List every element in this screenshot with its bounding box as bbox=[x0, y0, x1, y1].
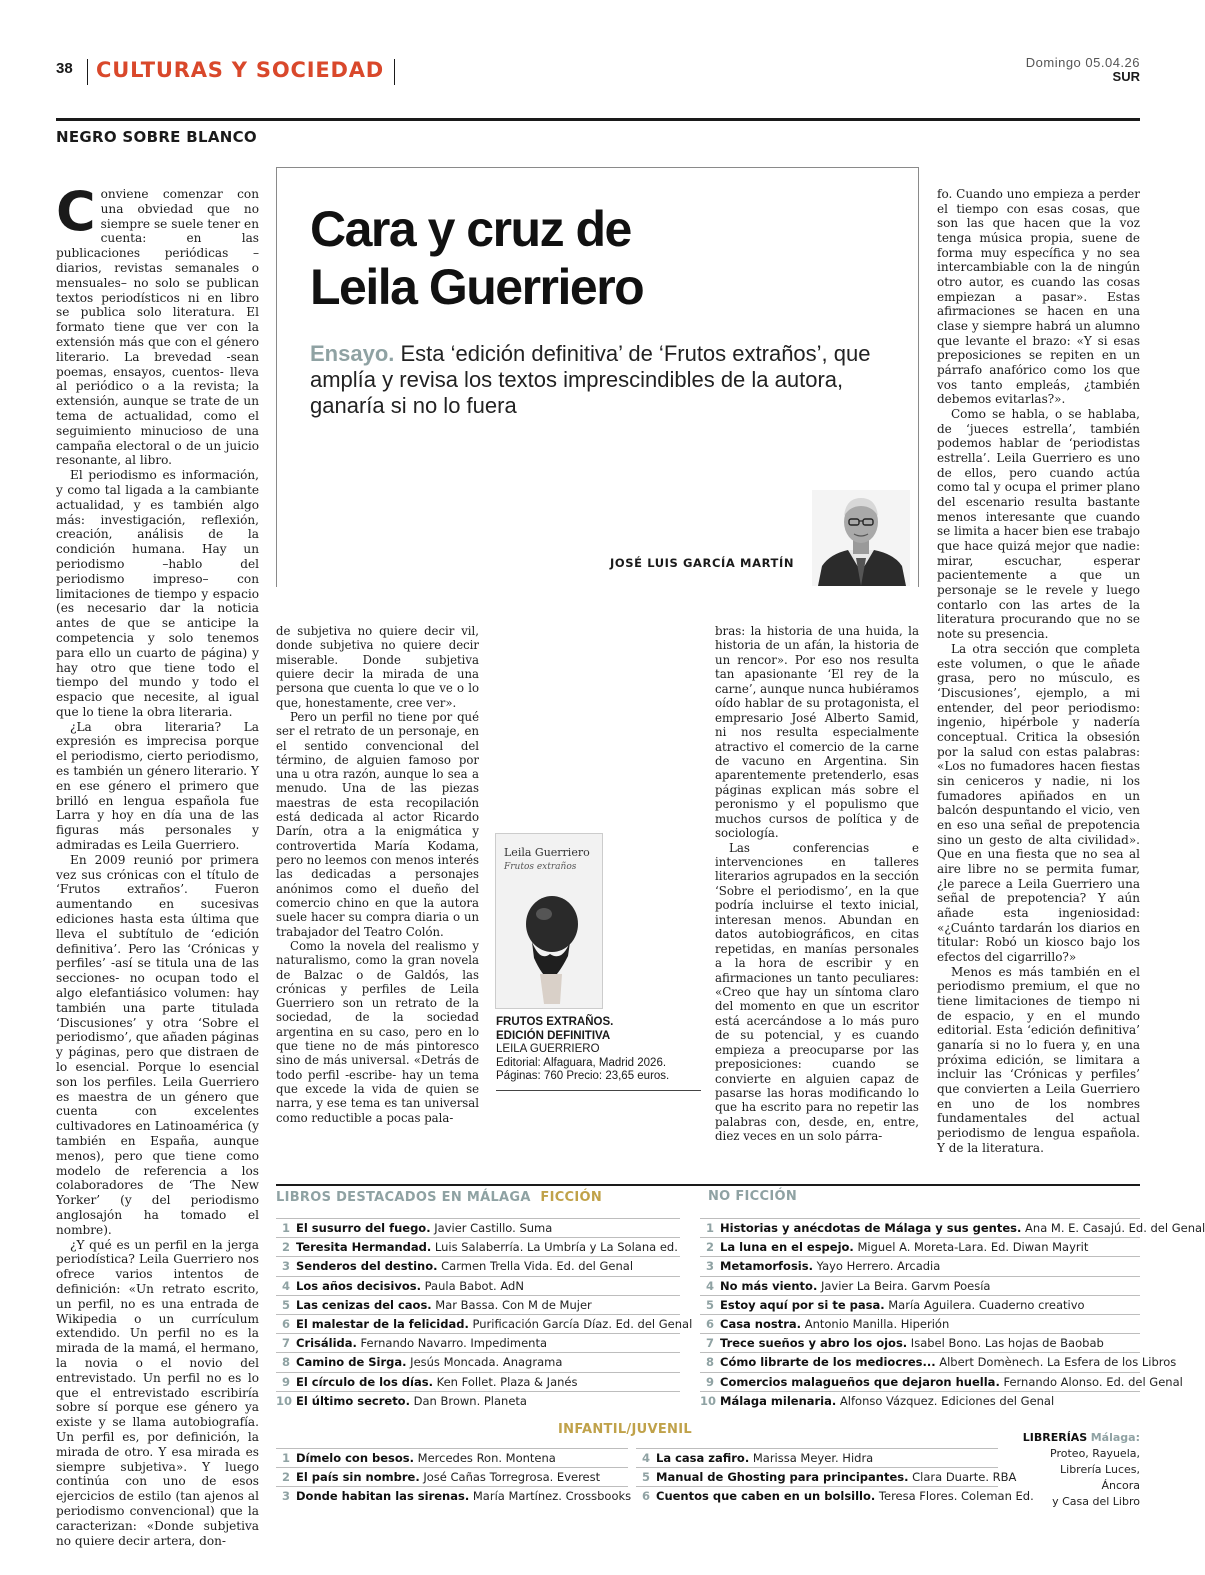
bookshop-line: Librería Luces, Áncora bbox=[1060, 1463, 1140, 1492]
book-title: FRUTOS EXTRAÑOS. bbox=[496, 1016, 614, 1028]
list-item bbox=[276, 1276, 680, 1295]
section-title: CULTURAS Y SOCIEDAD bbox=[96, 58, 384, 82]
book-title: Trece sueños y abro los ojos. bbox=[720, 1336, 908, 1351]
rank-number: 5 bbox=[641, 1470, 650, 1485]
rank-number: 2 bbox=[281, 1240, 290, 1255]
paragraph: fo. Cuando uno empieza a perder el tiempo con esas cosas, que son las que hacen que la voz tenga música propia, suene de forma muy específica y no sea intercambiable con la de ningún otro autor, es cuando las cosas empiezan a pasar». Estas afirmaciones se hacen en una clase y siempre habrá un alumno que levante el brazo: «Y si esas preposiciones se repiten en un párrafo anafórico como los que vos tanto empleás, ¿también debemos evitarlas?». bbox=[937, 187, 1140, 407]
book-meta: Albert Domènech. La Esfera de los Libros bbox=[935, 1355, 1177, 1370]
book-cover-author: Leila Guerriero bbox=[504, 846, 590, 859]
header-rule bbox=[56, 118, 1140, 121]
bookshop-line: y Casa del Libro bbox=[1052, 1495, 1140, 1508]
issue-date: Domingo 05.04.26 bbox=[1025, 55, 1140, 70]
nonfiction-heading: NO FICCIÓN bbox=[708, 1189, 798, 1204]
book-cover-title: Frutos extraños bbox=[504, 862, 577, 872]
author-portrait-icon bbox=[812, 490, 910, 586]
book-meta: Luis Salaberría. La Umbría y La Solana ed. bbox=[431, 1240, 678, 1255]
headline-line-2: Leila Guerriero bbox=[310, 259, 644, 315]
book-meta: Ken Follet. Plaza & Janés bbox=[432, 1374, 578, 1389]
list-item bbox=[700, 1352, 1177, 1371]
book-title: La luna en el espejo. bbox=[720, 1240, 854, 1255]
rank-number: 10 bbox=[276, 1393, 293, 1408]
book-meta: Miguel A. Moreta-Lara. Ed. Diwan Mayrit bbox=[853, 1240, 1089, 1255]
book-title: Teresita Hermandad. bbox=[296, 1240, 432, 1255]
book-meta: Javier Castillo. Suma bbox=[430, 1221, 553, 1235]
book-title: El último secreto. bbox=[296, 1393, 410, 1408]
paragraph: Menos es más también en el periodismo premium, el que no tiene limitaciones de tiempo ni de espacio, y en el mundo editorial. Esta ‘edición definitiva’ ganaría si no lo fuera y, en una próxima edición, se limitara a incluir las ‘Crónicas y perfiles’ que convierten a Leila Guerriero en uno de los nombres fundamentales del actual periodismo de lengua española. Y de la literatura. bbox=[937, 964, 1140, 1155]
rank-number: 6 bbox=[641, 1489, 650, 1504]
book-meta: Alfonso Vázquez. Ediciones del Genal bbox=[836, 1393, 1055, 1408]
paragraph: Como la novela del realismo y naturalismo, como la gran novela de Balzac o de Galdós, las crónicas y perfiles de Leila Guerriero son un retrato de la sociedad, de la sociedad argentina en su caso, pero en lo que tiene no de más pintoresco sino de más universal. «Detrás de todo perfil -escribe- hay un tema que excede la vida de quien se narra, y ese tema es tan universal como reductible a pocas pala- bbox=[276, 938, 479, 1125]
book-title: El círculo de los días. bbox=[296, 1374, 433, 1389]
bookshops-label: LIBRERÍAS bbox=[1022, 1431, 1088, 1444]
book-meta: Teresa Flores. Coleman Ed. bbox=[875, 1489, 1034, 1504]
rank-number: 7 bbox=[705, 1336, 714, 1351]
rank-number: 1 bbox=[705, 1221, 714, 1235]
fiction-list bbox=[276, 1218, 693, 1410]
list-item bbox=[276, 1333, 680, 1352]
book-title: Las cenizas del caos. bbox=[296, 1297, 432, 1312]
list-item bbox=[276, 1486, 632, 1505]
book-author: LEILA GUERRIERO bbox=[496, 1043, 600, 1055]
list-item bbox=[276, 1295, 680, 1314]
list-item bbox=[700, 1256, 1140, 1275]
header-divider-right bbox=[394, 59, 395, 85]
list-item bbox=[700, 1276, 1140, 1295]
rank-number: 4 bbox=[641, 1451, 650, 1465]
paragraph: ¿La obra literaria? La expresión es imprecisa porque el periodismo, cierto periodismo, es también un género literario. Y en ese género el primero que brilló en lengua española fue Larra y hoy en día una de las figuras más personales y admiradas es Leila Guerriero. bbox=[56, 719, 259, 853]
rank-number: 8 bbox=[281, 1355, 290, 1370]
book-pages-price: Páginas: 760 Precio: 23,65 euros. bbox=[496, 1070, 670, 1082]
bookshops bbox=[1020, 1430, 1140, 1510]
book-title: El país sin nombre. bbox=[296, 1470, 420, 1485]
paragraph: Conviene comenzar con una obviedad que no siempre se suele tener en cuenta: en las publicaciones periódicas –diarios, revistas semanales o mensuales– no solo se publican textos periodísticos ni en libro se publica solo literatura. El formato tiene que ver con la extensión más que con el género literario. La brevedad -sean poemas, ensayos, cuentos- lleva al periódico o a la revista; la extensión, aunque se trate de un tema de actualidad, como el seguimiento minucioso de una campaña electoral o de un juicio resonante, al libro. bbox=[56, 180, 259, 468]
book-meta: Mercedes Ron. Montena bbox=[414, 1451, 556, 1465]
list-item bbox=[700, 1333, 1140, 1352]
book-title: Casa nostra. bbox=[720, 1316, 802, 1331]
lists-top-rule bbox=[276, 1184, 1140, 1186]
book-title: Metamorfosis. bbox=[720, 1259, 813, 1274]
book-title: El malestar de la felicidad. bbox=[296, 1316, 469, 1331]
list-item bbox=[700, 1314, 1140, 1333]
list-item bbox=[700, 1237, 1140, 1256]
rank-number: 5 bbox=[281, 1297, 290, 1312]
book-title: Senderos del destino. bbox=[296, 1259, 438, 1274]
nonfiction-list bbox=[700, 1218, 1205, 1410]
page-number: 38 bbox=[56, 60, 73, 77]
sculpture-icon bbox=[510, 884, 590, 1004]
drop-cap: C bbox=[56, 180, 96, 243]
article-column-4 bbox=[715, 624, 919, 1144]
article-column-2 bbox=[276, 624, 479, 1125]
headline bbox=[310, 200, 643, 316]
book-title: Camino de Sirga. bbox=[296, 1355, 407, 1370]
rank-number: 5 bbox=[705, 1297, 714, 1312]
list-item bbox=[276, 1467, 628, 1486]
book-cover-icon bbox=[495, 833, 603, 1009]
rank-number: 2 bbox=[705, 1240, 714, 1255]
book-meta: Marissa Meyer. Hidra bbox=[749, 1451, 874, 1465]
list-item bbox=[276, 1391, 680, 1410]
list-item bbox=[276, 1218, 680, 1237]
book-title: Dímelo con besos. bbox=[296, 1451, 415, 1465]
rank-number: 3 bbox=[705, 1259, 714, 1274]
paragraph: Pero un perfil no tiene por qué ser el retrato de un personaje, en el sentido convencional del término, de alguien famoso por una u otra razón, aunque lo sea a menudo. Una de las piezas maestras de esta recopilación está dedicada al actor Ricardo Darín, otra a la enigmática y controvertida María Kodama, pero no leemos con menos interés las dedicadas a personajes anónimos como el dueño del comercio chino en que la autora suele hacer su compra diaria o un trabajador del Teatro Colón. bbox=[276, 709, 479, 939]
list-item bbox=[276, 1352, 680, 1371]
byline: JOSÉ LUIS GARCÍA MARTÍN bbox=[610, 556, 795, 570]
book-meta: José Cañas Torregrosa. Everest bbox=[419, 1470, 601, 1485]
fiction-heading: LIBROS DESTACADOS EN MÁLAGA FICCIÓN bbox=[276, 1190, 603, 1205]
rank-number: 10 bbox=[700, 1393, 717, 1408]
book-meta: Fernando Alonso. Ed. del Genal bbox=[999, 1374, 1183, 1389]
column-title: NEGRO SOBRE BLANCO bbox=[56, 128, 257, 146]
book-title: No más viento. bbox=[720, 1278, 818, 1293]
list-item bbox=[276, 1256, 680, 1275]
rank-number: 8 bbox=[705, 1355, 714, 1370]
book-meta: Fernando Navarro. Impedimenta bbox=[356, 1336, 547, 1351]
deck-text: Esta ‘edición definitiva’ de ‘Frutos extraños’, que amplía y revisa los textos imprescindibles de la autora, ganaría si no lo fuera bbox=[310, 341, 871, 418]
list-item bbox=[636, 1448, 998, 1467]
book-meta: Carmen Trella Vida. Ed. del Genal bbox=[437, 1259, 634, 1274]
list-item bbox=[276, 1372, 680, 1391]
list-item bbox=[700, 1218, 1205, 1237]
headline-line-1: Cara y cruz de bbox=[310, 201, 631, 257]
newspaper-name: SUR bbox=[1112, 69, 1140, 84]
book-title: Crisálida. bbox=[296, 1336, 357, 1351]
article-column-1 bbox=[56, 180, 259, 1548]
book-info bbox=[496, 1016, 701, 1091]
book-meta: Isabel Bono. Las hojas de Baobab bbox=[907, 1336, 1104, 1351]
bookshop-line: Proteo, Rayuela, bbox=[1050, 1447, 1140, 1460]
rank-number: 3 bbox=[281, 1489, 290, 1504]
rank-number: 9 bbox=[705, 1374, 714, 1389]
list-item bbox=[636, 1486, 1034, 1505]
list-item bbox=[700, 1391, 1140, 1410]
list-item bbox=[276, 1448, 628, 1467]
paragraph: El periodismo es información, y como tal ligada a la cambiante actualidad, y es también algo más: investigación, reflexión, creación, análisis de la condición humana. Hay un periodismo –hablo del periodismo impreso– con limitaciones de tiempo y espacio (es necesario dar la noticia antes de que se anticipe la competencia y solo tenemos para ello un cuarto de página) y hay otro que tiene todo el tiempo del mundo y todo el espacio que necesite, al igual que lo tiene la obra literaria. bbox=[56, 468, 259, 719]
rank-number: 9 bbox=[281, 1374, 290, 1389]
rank-number: 6 bbox=[281, 1316, 290, 1331]
book-meta: Clara Duarte. RBA bbox=[908, 1470, 1017, 1485]
paragraph: Como se habla, o se hablaba, de ‘jueces estrella’, también podemos hablar de ‘periodistas estrella’. Leila Guerriero es uno de ellos, pero cuando actúa como tal y ocupa el primer plano del escenario resulta bastante menos interesante que cuando se limita a hacer bien ese trabajo que hace quizá mejor que nadie: mirar, escuchar, esperar pacientemente a que un personaje se le revele y luego contarlo con las artes de la literatura procurando que no se note su presencia. bbox=[937, 407, 1140, 642]
rank-number: 3 bbox=[281, 1259, 290, 1274]
paragraph: bras: la historia de una huida, la historia de un afán, la historia de un rencor». Por eso nos resulta tan apasionante ‘El rey de la carne’, aunque nunca hubiéramos oído hablar de su protagonista, el empresario José Alberto Samid, ni nos resulta especialmente atractivo el comercio de la carne de vacuno en Argentina. Sin aparentemente pretenderlo, esas páginas explican más sobre el peronismo y el populismo que muchos cursos de política y de sociología. bbox=[715, 624, 919, 841]
deck-label: Ensayo. bbox=[310, 341, 395, 366]
rank-number: 1 bbox=[281, 1221, 290, 1235]
book-meta: María Martínez. Crossbooks bbox=[469, 1489, 632, 1504]
rank-number: 7 bbox=[281, 1336, 290, 1351]
list-item bbox=[700, 1295, 1140, 1314]
book-title: La casa zafiro. bbox=[656, 1451, 750, 1465]
youth-list-right bbox=[636, 1448, 1034, 1506]
rank-number: 6 bbox=[705, 1316, 714, 1331]
book-meta: Ana M. E. Casajú. Ed. del Genal bbox=[1021, 1221, 1205, 1235]
list-item bbox=[636, 1467, 1017, 1486]
book-editorial: Editorial: Alfaguara, Madrid 2026. bbox=[496, 1056, 667, 1069]
paragraph: de subjetiva no quiere decir vil, donde subjetiva no quiere decir miserable. Donde subjetiva quiere decir la mirada de una persona que cuenta lo que ve o lo que, honestamente, cree ver». bbox=[276, 624, 479, 710]
book-meta: Paula Babot. AdN bbox=[420, 1278, 524, 1293]
book-meta: Mar Bassa. Con M de Mujer bbox=[431, 1297, 592, 1312]
list-item bbox=[700, 1372, 1183, 1391]
book-meta: Antonio Manilla. Hiperión bbox=[801, 1316, 950, 1331]
paragraph: Las conferencias e intervenciones en talleres literarios agrupados en la sección ‘Sobre el periodismo’, en la que podría incluirse el texto inicial, interesan menos. Abundan en datos autobiográficos, en citas repetidas, en manías personales a la hora de escribir y en afirmaciones un tanto peculiares: «Creo que hay un síntoma claro del momento en que un escritor está acercándose a lo más puro de su potencial, y es cuando empieza a preocuparse por las preposiciones: cuando se convierte en alguien capaz de pasarse las horas modificando lo que ha escrito para no repetir las palabras con, desde, en, entre, diez veces en un solo párra- bbox=[715, 840, 919, 1144]
book-meta: Yayo Herrero. Arcadia bbox=[812, 1259, 941, 1274]
youth-list-left bbox=[276, 1448, 632, 1506]
fiction-label: FICCIÓN bbox=[540, 1190, 603, 1205]
rank-number: 4 bbox=[281, 1278, 290, 1293]
rank-number: 1 bbox=[281, 1451, 290, 1465]
book-meta: Purificación García Díaz. Ed. del Genal bbox=[468, 1316, 693, 1331]
book-title: El susurro del fuego. bbox=[296, 1221, 431, 1235]
bookshops-city: Málaga: bbox=[1090, 1431, 1140, 1444]
book-subtitle: EDICIÓN DEFINITIVA bbox=[496, 1029, 611, 1042]
deck bbox=[310, 341, 890, 419]
book-title: Donde habitan las sirenas. bbox=[296, 1489, 470, 1504]
book-title: Cómo librarte de los mediocres... bbox=[720, 1355, 936, 1370]
paragraph: En 2009 reunió por primera vez sus crónicas con el título de ‘Frutos extraños’. Fueron aumentando en sucesivas ediciones hasta esta última que lleva el subtítulo de ‘edición definitiva’. Pero las ‘Crónicas y perfiles’ -así se titula una de las secciones- no ocupan todo el algo elefantiásico volumen: hay también una parte titulada ‘Discusiones’ y otra ‘Sobre el periodismo’, que añaden páginas y páginas, pero que distraen de lo esencial. Porque lo esencial son los perfiles. Leila Guerriero es maestra de un género que cuenta con excelentes cultivadores en Latinoamérica (y también en España, aunque menos), pero que tiene como modelo de referencia a los colaboradores de ‘The New Yorker’ (y del periodismo anglosajón ha tomado el nombre). bbox=[56, 852, 259, 1237]
book-title: Cuentos que caben en un bolsillo. bbox=[656, 1489, 876, 1504]
book-meta: Javier La Beira. Garvm Poesía bbox=[817, 1278, 991, 1293]
book-title: Historias y anécdotas de Málaga y sus gentes. bbox=[720, 1221, 1022, 1235]
book-meta: Dan Brown. Planeta bbox=[409, 1393, 527, 1408]
book-title: Los años decisivos. bbox=[296, 1278, 421, 1293]
rank-number: 4 bbox=[705, 1278, 714, 1293]
rank-number: 2 bbox=[281, 1470, 290, 1485]
book-meta: Jesús Moncada. Anagrama bbox=[406, 1355, 563, 1370]
book-meta: María Aguilera. Cuaderno creativo bbox=[884, 1297, 1085, 1312]
list-item bbox=[276, 1237, 680, 1256]
youth-heading: INFANTIL/JUVENIL bbox=[558, 1422, 692, 1437]
list-item bbox=[276, 1314, 693, 1333]
header-divider-left bbox=[87, 59, 88, 85]
book-title: Manual de Ghosting para principantes. bbox=[656, 1470, 909, 1485]
paragraph: ¿Y qué es un perfil en la jerga periodística? Leila Guerriero nos ofrece varios intentos de definición: «Un retrato escrito, un perfil, no es una entrada de Wikipedia o un currículum extendido. Un perfil no es la mirada de la mamá, el hermano, la novia o el novio del entrevistado. Un perfil no es lo que el entrevistado escribiría sobre sí porque ese género ya existe y se llama autobiografía. Un perfil es, por definición, la mirada de otro. Y esa mirada es siempre subjetiva». Y luego continúa con uno de esos ejercicios de estilo (tan ajenos al periodismo convencional) que la caracterizan: «Donde subjetiva no quiere decir artera, don- bbox=[56, 1237, 259, 1548]
book-title: Comercios malagueños que dejaron huella. bbox=[720, 1374, 1000, 1389]
paragraph: La otra sección que completa este volumen, o que le añade grasa, pero no músculo, es ‘Discusiones’, ejemplo, a mi entender, del peor periodismo: ingenio, hipérbole y nadería conceptual. Critica la obsesión por la salud con estas palabras: «Los no fumadores hacen fiestas sin ceniceros y nadie, ni los fumadores apiñados en un balcón despuntando el vicio, ven en eso una señal de prepotencia sino un gesto de alta civilidad». Que en una fiesta que no sea al aire libre no se permita fumar, ¿le parece a Leila Guerriero una señal de prepotencia? Y aún añade esta ingeniosidad: «¿Cuánto tardarán los diarios en titular: Robó un kiosco bajo los efectos del cigarrillo?» bbox=[937, 641, 1140, 964]
book-title: Estoy aquí por si te pasa. bbox=[720, 1297, 885, 1312]
book-title: Málaga milenaria. bbox=[720, 1393, 837, 1408]
article-column-5 bbox=[937, 187, 1140, 1155]
